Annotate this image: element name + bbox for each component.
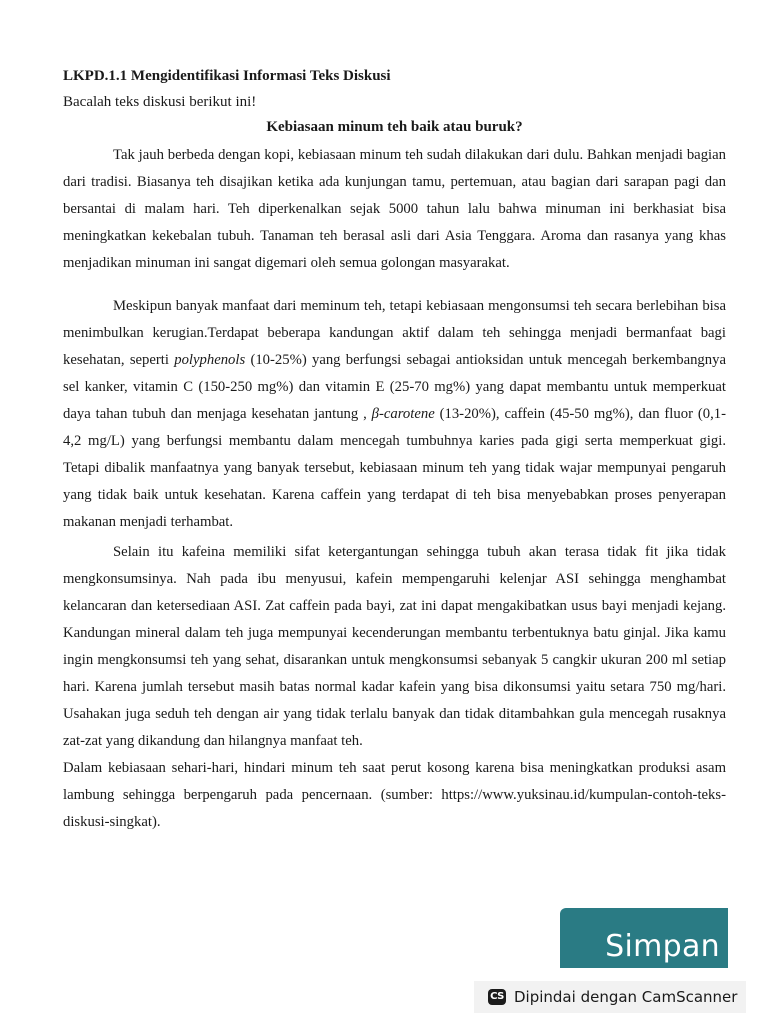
worksheet-title: LKPD.1.1 Mengidentifikasi Informasi Teks Diskusi bbox=[63, 68, 391, 84]
camscanner-logo-icon: CS bbox=[488, 989, 506, 1005]
watermark-text: Dipindai dengan CamScanner bbox=[514, 988, 738, 1006]
simpan-button[interactable] bbox=[560, 908, 728, 968]
beta-carotene-term: β-carotene bbox=[371, 406, 435, 422]
paragraph-2-part-a: Meskipun banyak manfaat dari meminum teh, tetapi kebiasaan mengonsumsi teh secara berlebihan bisa menimbulkan kerugian.Terdapat beberapa kandungan aktif dalam teh sehingga menjadi bermanfaat bagi kesehatan, seperti bbox=[63, 298, 726, 368]
polyphenols-term: polyphenols bbox=[174, 352, 246, 368]
paragraph-3: Selain itu kafeina memiliki sifat ketergantungan sehingga tubuh akan terasa tidak fit jika tidak mengkonsumsinya. Nah pada ibu menyusui, kafein mempengaruhi kelenjar ASI sehingga menghambat kelancaran dan ketersediaan ASI. Zat caffein pada bayi, zat ini dapat mengakibatkan usus bayi menjadi kejang. Kandungan mineral dalam teh juga mempunyai kecenderungan membantu terbentuknya batu ginjal. Jika kamu ingin mengkonsumsi teh yang sehat, disarankan untuk mengkonsumsi sebanyak 5 cangkir ukuran 200 ml setiap hari. Karena jumlah tersebut masih batas normal kadar kafein yang bisa dikonsumsi yaitu setara 750 mg/hari. Usahakan juga seduh teh dengan air yang tidak terlalu banyak dan tidak ditambahkan gula mencegah rusaknya zat-zat yang dikandung dan hilangnya manfaat teh. bbox=[63, 544, 726, 749]
paragraph-2-part-c: (13-20%), caffein (45-50 mg%), dan fluor (0,1-4,2 mg/L) yang berfungsi membantu dalam mencegah tumbuhnya karies pada gigi serta memperkuat gigi. Tetapi dibalik manfaatnya yang banyak tersebut, kebiasaan minum teh yang tidak wajar mempunyai pengaruh yang tidak baik untuk kesehatan. Karena caffein yang terdapat di teh bisa menyebabkan proses penyerapan makanan menjadi terhambat. bbox=[63, 406, 726, 530]
instruction-text: Bacalah teks diskusi berikut ini! bbox=[63, 94, 257, 110]
paragraph-2-part-b: (10-25%) yang berfungsi sebagai antioksidan untuk mencegah berkembangnya sel kanker, vitamin C (150-250 mg%) dan vitamin E (25-70 mg%) yang dapat membantu untuk memperkuat daya tahan tubuh dan menjaga kesehatan jantung , bbox=[63, 352, 726, 422]
paragraph-4: Dalam kebiasaan sehari-hari, hindari minum teh saat perut kosong karena bisa meningkatkan produksi asam lambung sehingga berpengaruh pada pencernaan. (sumber: https://www.yuksinau.id/kumpulan-contoh-teks- diskusi-singkat). bbox=[63, 760, 726, 830]
paragraph-2 bbox=[63, 293, 726, 536]
document-page bbox=[63, 66, 726, 836]
discussion-title: Kebiasaan minum teh baik atau buruk? bbox=[266, 119, 523, 135]
camscanner-watermark bbox=[474, 981, 746, 1013]
paragraph-1: Tak jauh berbeda dengan kopi, kebiasaan minum teh sudah dilakukan dari dulu. Bahkan menjadi bagian dari tradisi. Biasanya teh disajikan ketika ada kunjungan tamu, pertemuan, atau bagian dari sarapan pagi dan bersantai di malam hari. Teh diperkenalkan sejak 5000 tahun lalu bahwa minuman ini berkhasiat bisa meningkatkan kekebalan tubuh. Tanaman teh berasal asli dari Asia Tenggara. Aroma dan rasanya yang khas menjadikan minuman ini sangat digemari oleh semua golongan masyarakat. bbox=[63, 147, 726, 271]
simpan-button-label: Simpan bbox=[605, 929, 720, 964]
